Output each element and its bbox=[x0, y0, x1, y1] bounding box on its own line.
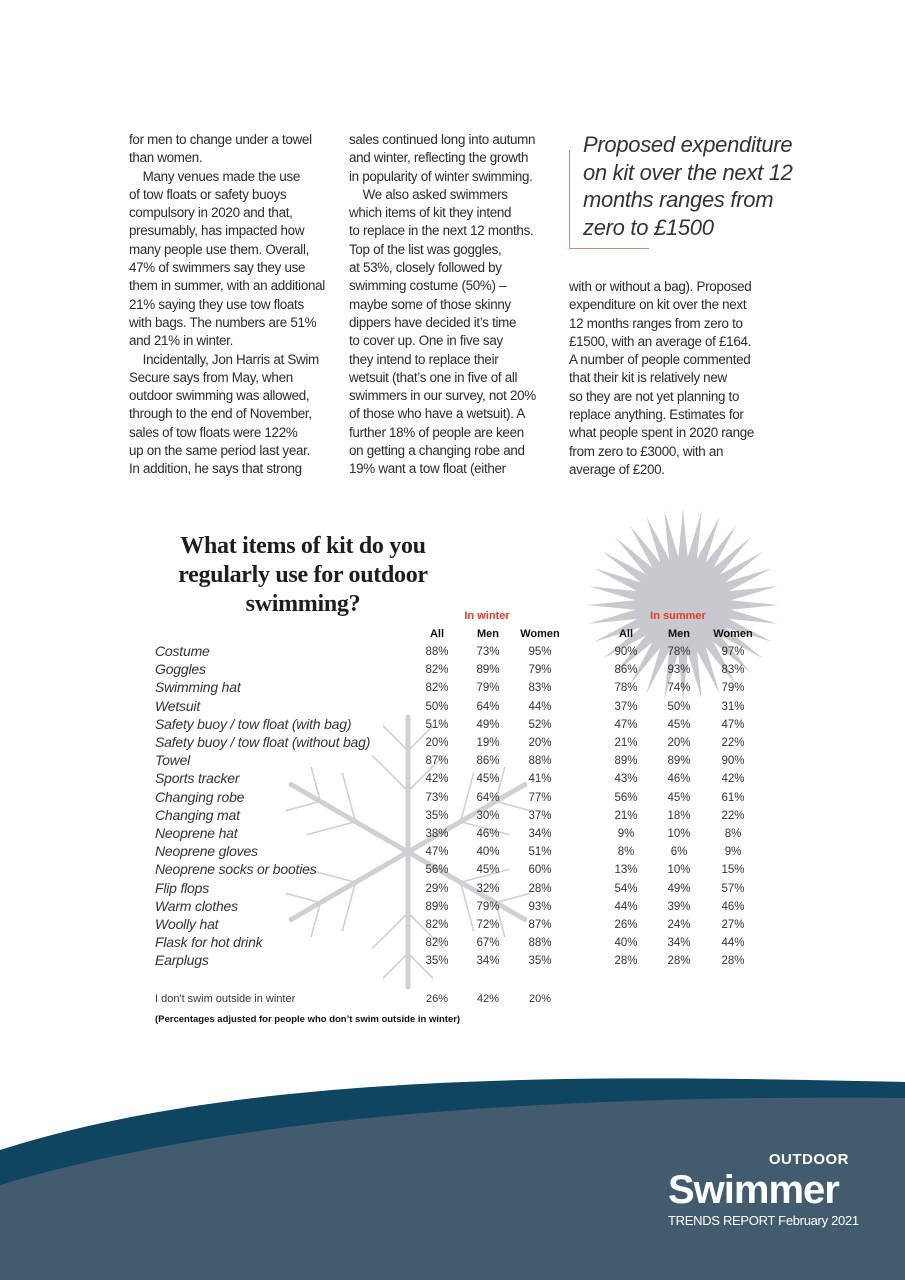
summer-value: 26% bbox=[614, 919, 638, 931]
winter-value: 56% bbox=[425, 864, 449, 877]
winter-value: 35% bbox=[425, 809, 449, 822]
summer-value: 9% bbox=[617, 828, 635, 840]
report-title: TRENDS REPORT February 2021 bbox=[668, 1213, 859, 1228]
item-label: Costume bbox=[155, 643, 210, 659]
winter-value: 20% bbox=[425, 737, 449, 749]
outdoor-swimmer-logo bbox=[668, 1151, 859, 1230]
summer-value: 21% bbox=[614, 737, 638, 749]
winter-value: 28% bbox=[528, 882, 552, 895]
summer-value: 90% bbox=[721, 755, 745, 768]
winter-value: 37% bbox=[528, 809, 552, 822]
summer-value: 49% bbox=[667, 882, 691, 895]
summer-value: 86% bbox=[614, 664, 638, 677]
item-label: Neoprene socks or booties bbox=[155, 861, 317, 878]
summer-value: 6% bbox=[670, 846, 688, 859]
summer-value: 89% bbox=[667, 755, 691, 768]
winter-value: 93% bbox=[528, 900, 552, 913]
winter-value: 88% bbox=[425, 646, 449, 658]
item-label: Swimming hat bbox=[155, 679, 241, 696]
table-row bbox=[0, 770, 905, 788]
winter-value: 38% bbox=[425, 828, 449, 840]
winter-value: 79% bbox=[476, 682, 500, 695]
table-row bbox=[0, 679, 905, 697]
summer-value: 78% bbox=[667, 646, 691, 658]
item-label: Changing mat bbox=[155, 806, 240, 823]
table-row bbox=[0, 880, 905, 898]
item-label: Flask for hot drink bbox=[155, 934, 263, 951]
logo-swimmer: Swimmer bbox=[668, 1168, 839, 1212]
winter-value: 88% bbox=[528, 937, 552, 950]
summer-value: 45% bbox=[667, 791, 691, 804]
table-row bbox=[0, 698, 905, 716]
item-label: Sports tracker bbox=[155, 770, 240, 787]
item-label: Neoprene gloves bbox=[155, 843, 258, 860]
summer-value: 37% bbox=[614, 700, 638, 713]
summer-group-label: In summer bbox=[650, 610, 706, 622]
item-label: Neoprene hat bbox=[155, 825, 238, 841]
summer-value: 8% bbox=[724, 828, 742, 840]
winter-group-label: In winter bbox=[464, 610, 510, 622]
table-row bbox=[0, 807, 905, 825]
item-label: Safety buoy / tow float (with bag) bbox=[155, 715, 352, 732]
table-row bbox=[0, 716, 905, 734]
table-row bbox=[0, 643, 905, 661]
winter-value: 44% bbox=[528, 700, 552, 713]
article-column-2: sales continued long into autumn and winter, reflecting the growth in popularity of winter swimming. We also asked swimmers which items of kit they intend to replace in the next 12 months. Top of the list was goggles, at 53%, closely followed by swimming costume (50%) – maybe some of those skinny dippers have decided it’s time to cover up. One in five say they intend to replace their wetsuit (that’s one in five of all swimmers in our survey, not 20% of those who have a wetsuit). A further 18% of people are keen on getting a changing robe and 19% want a tow float (either bbox=[349, 132, 536, 477]
item-label: Woolly hat bbox=[155, 916, 219, 932]
winter-value: 89% bbox=[476, 664, 500, 677]
summer-value: 54% bbox=[614, 882, 638, 895]
table-row bbox=[0, 916, 905, 934]
summer-value: 47% bbox=[721, 718, 745, 731]
winter-value: 87% bbox=[528, 919, 552, 931]
summer-value: 18% bbox=[667, 809, 691, 822]
table-row bbox=[0, 661, 905, 679]
winter-value: 40% bbox=[476, 846, 500, 859]
winter-value: 82% bbox=[425, 664, 449, 677]
winter-value: 41% bbox=[528, 773, 552, 786]
summer-header: Women bbox=[713, 628, 753, 640]
winter-value: 46% bbox=[476, 828, 500, 840]
summer-value: 97% bbox=[721, 646, 745, 658]
winter-header: Men bbox=[477, 628, 499, 640]
summer-value: 78% bbox=[614, 682, 638, 695]
winter-value: 35% bbox=[425, 955, 449, 968]
table-row bbox=[0, 952, 905, 970]
winter-value: 51% bbox=[425, 718, 449, 731]
winter-value: 45% bbox=[476, 864, 500, 877]
winter-value: 52% bbox=[528, 718, 552, 731]
summer-value: 89% bbox=[614, 755, 638, 768]
winter-value: 47% bbox=[425, 846, 449, 859]
winter-value: 34% bbox=[528, 828, 552, 840]
winter-value: 42% bbox=[425, 773, 449, 786]
summer-value: 45% bbox=[667, 718, 691, 731]
winter-value: 83% bbox=[528, 682, 552, 695]
summer-value: 10% bbox=[667, 828, 691, 840]
article-column-3: with or without a bag). Proposed expenditure on kit over the next 12 months ranges from zero to £1500, with an average of £164. A number of people commented that their kit is relatively new so they are not yet planning to replace anything. Estimates for what people spent in 2020 range from zero to £3000, with an average of £200. bbox=[569, 279, 755, 477]
summer-value: 90% bbox=[614, 646, 638, 658]
summer-value: 28% bbox=[614, 955, 638, 968]
summer-value: 34% bbox=[667, 937, 691, 950]
summer-value: 28% bbox=[667, 955, 691, 968]
table-note: (Percentages adjusted for people who don’t swim outside in winter) bbox=[155, 1014, 461, 1025]
item-label: Flip flops bbox=[155, 879, 210, 896]
table-row bbox=[0, 789, 905, 807]
no-winter-value: 20% bbox=[528, 993, 552, 1005]
winter-value: 79% bbox=[528, 664, 552, 677]
winter-value: 19% bbox=[476, 737, 500, 749]
table-row bbox=[0, 861, 905, 879]
summer-value: 44% bbox=[614, 900, 638, 913]
no-winter-value: 26% bbox=[425, 993, 449, 1005]
summer-value: 46% bbox=[721, 900, 745, 913]
summer-value: 83% bbox=[721, 664, 745, 677]
winter-value: 30% bbox=[476, 809, 500, 822]
summer-value: 43% bbox=[614, 773, 638, 786]
table-title: What items of kit do you regularly use for outdoor swimming? bbox=[178, 533, 428, 617]
summer-value: 28% bbox=[721, 955, 745, 968]
winter-value: 29% bbox=[425, 882, 449, 895]
winter-value: 82% bbox=[425, 919, 449, 931]
winter-value: 73% bbox=[476, 646, 500, 658]
no-winter-label: I don't swim outside in winter bbox=[155, 993, 296, 1005]
summer-value: 9% bbox=[724, 846, 742, 859]
summer-value: 22% bbox=[721, 737, 745, 749]
summer-value: 15% bbox=[721, 864, 745, 877]
pull-quote: Proposed expenditure on kit over the next 12 months ranges from zero to £1500 bbox=[583, 132, 793, 240]
article-column-1: for men to change under a towel than women. Many venues made the use of tow floats or safety buoys compulsory in 2020 and that, presumably, has impacted how many people use them. Overall, 47% of swimmers say they use them in summer, with an additional 21% saying they use tow floats with bags. The numbers are 51% and 21% in winter. Incidentally, Jon Harris at Swim Secure says from May, when outdoor swimming was allowed, through to the end of November, sales of tow floats were 122% up on the same period last year. In addition, he says that strong bbox=[129, 132, 325, 477]
summer-value: 31% bbox=[721, 700, 745, 713]
winter-value: 45% bbox=[476, 773, 500, 786]
winter-value: 60% bbox=[528, 864, 552, 877]
winter-header: Women bbox=[520, 628, 560, 640]
winter-value: 51% bbox=[528, 846, 552, 859]
item-label: Goggles bbox=[155, 661, 206, 678]
winter-value: 67% bbox=[476, 937, 500, 950]
item-label: Wetsuit bbox=[155, 697, 201, 714]
summer-value: 93% bbox=[667, 664, 691, 677]
pull-quote-rule bbox=[569, 248, 649, 249]
summer-value: 47% bbox=[614, 718, 638, 731]
table-row bbox=[0, 898, 905, 916]
summer-header: Men bbox=[668, 628, 690, 640]
summer-value: 21% bbox=[614, 809, 638, 822]
winter-value: 79% bbox=[476, 900, 500, 913]
summer-value: 42% bbox=[721, 773, 745, 786]
table-row bbox=[0, 934, 905, 952]
summer-value: 57% bbox=[721, 882, 745, 895]
logo-outdoor: OUTDOOR bbox=[768, 1151, 849, 1168]
table-row bbox=[0, 843, 905, 861]
winter-value: 77% bbox=[528, 791, 552, 804]
summer-value: 50% bbox=[667, 700, 691, 713]
winter-value: 35% bbox=[528, 955, 552, 968]
summer-value: 46% bbox=[667, 773, 691, 786]
winter-value: 64% bbox=[476, 700, 500, 713]
summer-value: 40% bbox=[614, 937, 638, 950]
summer-value: 79% bbox=[721, 682, 745, 695]
winter-value: 20% bbox=[528, 737, 552, 749]
summer-value: 74% bbox=[667, 682, 691, 695]
winter-value: 82% bbox=[425, 682, 449, 695]
winter-value: 73% bbox=[425, 791, 449, 804]
table-row bbox=[0, 825, 905, 843]
winter-value: 32% bbox=[476, 882, 500, 895]
summer-value: 13% bbox=[614, 864, 638, 877]
summer-value: 56% bbox=[614, 791, 638, 804]
item-label: Earplugs bbox=[155, 952, 209, 969]
summer-value: 61% bbox=[721, 791, 745, 804]
item-label: Safety buoy / tow float (without bag) bbox=[155, 734, 371, 750]
pull-quote-rule bbox=[569, 150, 570, 248]
table-row bbox=[0, 734, 905, 752]
summer-value: 20% bbox=[667, 737, 691, 749]
summer-value: 27% bbox=[721, 919, 745, 931]
winter-value: 82% bbox=[425, 937, 449, 950]
winter-value: 34% bbox=[476, 955, 500, 968]
summer-header: All bbox=[618, 628, 634, 640]
winter-value: 49% bbox=[476, 718, 500, 731]
winter-header: All bbox=[429, 628, 445, 640]
summer-value: 24% bbox=[667, 919, 691, 931]
summer-value: 10% bbox=[667, 864, 691, 877]
winter-value: 86% bbox=[476, 755, 500, 768]
summer-value: 44% bbox=[721, 937, 745, 950]
item-label: Towel bbox=[155, 752, 191, 769]
winter-value: 87% bbox=[425, 755, 449, 768]
winter-value: 89% bbox=[425, 900, 449, 913]
winter-value: 72% bbox=[476, 919, 500, 931]
no-winter-value: 42% bbox=[476, 993, 500, 1005]
item-label: Warm clothes bbox=[155, 897, 238, 914]
summer-value: 8% bbox=[617, 846, 635, 859]
table-row bbox=[0, 752, 905, 770]
winter-value: 88% bbox=[528, 755, 552, 768]
winter-value: 50% bbox=[425, 700, 449, 713]
summer-value: 22% bbox=[721, 809, 745, 822]
winter-value: 64% bbox=[476, 791, 500, 804]
item-label: Changing robe bbox=[155, 788, 245, 805]
summer-value: 39% bbox=[667, 900, 691, 913]
winter-value: 95% bbox=[528, 646, 552, 658]
